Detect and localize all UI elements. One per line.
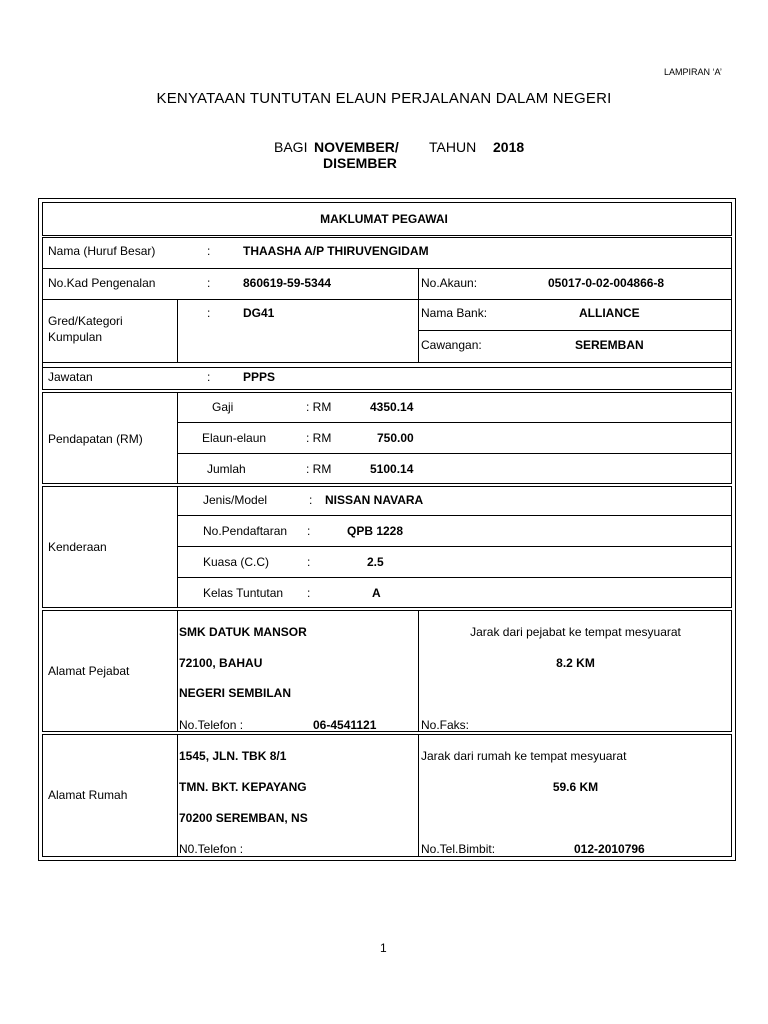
jenis-label: Jenis/Model [203,493,268,507]
divider [177,734,178,857]
rumah-label: Alamat Rumah [48,788,128,802]
kelas-label: Kelas Tuntutan [203,586,284,600]
divider [177,577,732,578]
jawatan-value: PPPS [243,370,276,384]
pejabat-tel-label: No.Telefon : [179,718,244,732]
document-title: KENYATAAN TUNTUTAN ELAUN PERJALANAN DALAM NEGERI [156,90,612,107]
divider [177,610,178,732]
elaun-value: 750.00 [377,431,414,445]
colon: : [307,586,311,600]
pendaftaran-value: QPB 1228 [347,524,404,538]
divider [418,734,419,857]
colon: : [207,244,211,258]
bank-label: Nama Bank: [421,306,488,320]
jawatan-box [42,362,732,390]
bimbit-label: No.Tel.Bimbit: [421,842,496,856]
kp-value: 860619-59-5344 [243,276,332,290]
jumlah-label: Jumlah [207,462,246,476]
colon: : [207,276,211,290]
kelas-value: A [372,586,381,600]
nama-value: THAASHA A/P THIRUVENGIDAM [243,244,429,258]
divider [418,268,419,362]
divider [418,330,732,331]
pendaftaran-label: No.Pendaftaran [203,524,288,538]
bank-value: ALLIANCE [579,306,640,320]
tahun-value: 2018 [493,139,525,155]
gaji-value: 4350.14 [370,400,414,414]
rumah-jarak-value: 59.6 KM [552,780,599,794]
divider [42,268,732,269]
divider [177,486,178,608]
pejabat-label: Alamat Pejabat [48,664,130,678]
rumah-box [42,734,732,857]
divider [177,546,732,547]
colon: : [309,493,313,507]
jawatan-label: Jawatan [48,370,93,384]
bimbit-value: 012-2010796 [574,842,645,856]
cawangan-label: Cawangan: [421,338,482,352]
pejabat-line2: 72100, BAHAU [179,656,263,670]
elaun-label: Elaun-elaun [202,431,267,445]
pejabat-tel-value: 06-4541121 [313,718,377,732]
bulan-line2: DISEMBER [323,155,397,171]
gred-value: DG41 [243,306,275,320]
divider [177,422,732,423]
divider [42,299,732,300]
kuasa-label: Kuasa (C.C) [203,555,270,569]
rumah-line3: 70200 SEREMBAN, NS [179,811,308,825]
divider [177,515,732,516]
faks-label: No.Faks: [421,718,470,732]
gaji-label: Gaji [212,400,234,414]
pejabat-jarak-label: Jarak dari pejabat ke tempat mesyuarat [470,625,681,639]
kenderaan-label: Kenderaan [48,540,107,554]
pejabat-line3: NEGERI SEMBILAN [179,686,292,700]
gred-label-1: Gred/Kategori [48,314,123,328]
jumlah-value: 5100.14 [370,462,414,476]
bulan-line1: NOVEMBER/ [314,139,399,155]
colon: : [307,524,311,538]
pejabat-jarak-value: 8.2 KM [556,656,595,670]
bagi-label: BAGI [274,139,308,155]
elaun-rm: : RM [306,431,332,445]
rumah-tel-label: N0.Telefon : [179,842,244,856]
colon: : [207,370,211,384]
colon: : [307,555,311,569]
akaun-label: No.Akaun: [421,276,478,290]
gaji-rm: : RM [306,400,332,414]
page-number: 1 [380,941,387,955]
jenis-value: NISSAN NAVARA [325,493,424,507]
cawangan-value: SEREMBAN [575,338,644,352]
rumah-line2: TMN. BKT. KEPAYANG [179,780,307,794]
rumah-jarak-label: Jarak dari rumah ke tempat mesyuarat [421,749,627,763]
nama-label: Nama (Huruf Besar) [48,244,156,258]
pendapatan-label: Pendapatan (RM) [48,432,143,446]
jumlah-rm: : RM [306,462,332,476]
section-title: MAKLUMAT PEGAWAI [320,212,448,226]
kp-label: No.Kad Pengenalan [48,276,156,290]
pejabat-line1: SMK DATUK MANSOR [179,625,307,639]
akaun-value: 05017-0-02-004866-8 [548,276,665,290]
tahun-label: TAHUN [429,139,477,155]
colon: : [207,306,211,320]
divider [177,299,178,362]
gred-label-2: Kumpulan [48,330,103,344]
divider [177,392,178,484]
rumah-line1: 1545, JLN. TBK 8/1 [179,749,287,763]
divider [177,453,732,454]
lampiran-label: LAMPIRAN ‘A’ [664,67,722,77]
kuasa-value: 2.5 [367,555,384,569]
